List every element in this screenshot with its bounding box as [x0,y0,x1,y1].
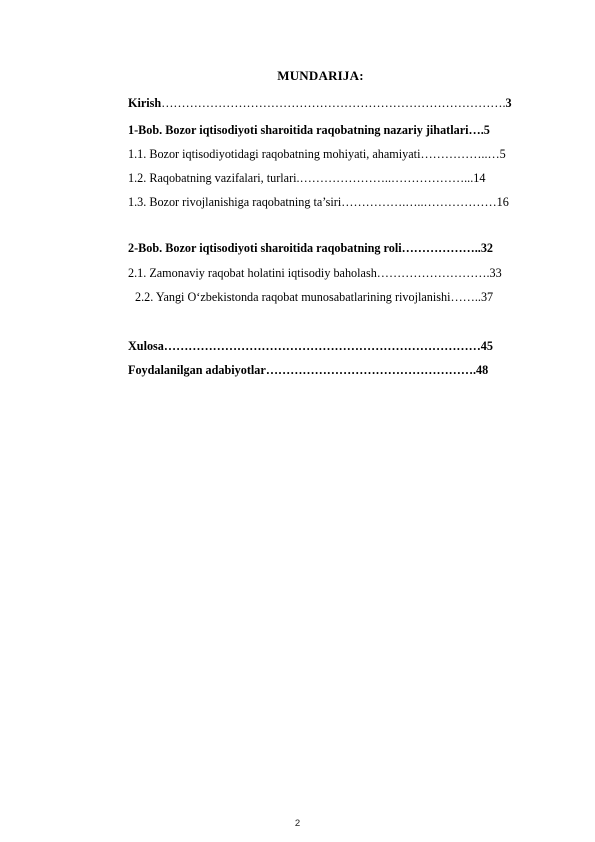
toc-entry-dots: …………………………………………………………………… [163,339,481,353]
toc-entry-dots: .…………………..………………... [296,171,474,185]
toc-entry-page: 5 [483,123,490,137]
toc-entry-dots: ………………………. [376,266,490,280]
toc-entry-section-1-1 [128,148,506,160]
toc-entry-label: Xulosa [128,339,164,353]
toc-title: MUNDARIJA: [277,68,364,83]
toc-entry-page: 45 [480,339,493,353]
toc-entry-dots: …….. [450,290,481,304]
toc-entry-kirish [128,97,512,109]
toc-entry-section-2-2 [135,291,493,303]
toc-entry-dots: ……………………………………………. [265,363,477,377]
toc-entry-dots: . [480,123,484,137]
page-number: 2 [294,818,301,829]
toc-entry-page: 37 [480,290,494,304]
toc-entry-adabiyotlar [128,364,488,376]
toc-entry-label: 2.1. Zamonaviy raqobat holatini iqtisodiy baholash [128,266,377,280]
toc-entry-label: 2.2. Yangi O‘zbekistonda raqobat munosabatlarining rivojlanishi [135,290,451,304]
toc-entry-page: 33 [489,266,502,280]
toc-entry-page: 14 [473,171,486,185]
toc-entry-xulosa [128,340,493,352]
toc-entry-chapter-2 [128,242,493,254]
toc-entry-label: 1.3. Bozor rivojlanishiga raqobatning ta’siri [128,195,342,209]
toc-entry-label: Foydalanilgan adabiyotlar [128,363,266,377]
toc-entry-section-1-3 [128,196,509,208]
toc-entry-dots: …………………………………………………………………………. [161,96,506,110]
toc-entry-page: 3 [505,96,512,110]
toc-entry-label: 2-Bob. Bozor iqtisodiyoti sharoitida raqobatning roli [128,241,402,255]
toc-entry-label: 1.1. Bozor iqtisodiyotidagi raqobatning mohiyati, ahamiyati [128,147,421,161]
toc-entry-chapter-1 [128,124,490,136]
toc-entry-section-2-1 [128,267,502,279]
toc-entry-page: 16 [496,195,509,209]
toc-entry-dots: …………….…..……………… [341,195,497,209]
toc-entry-label: Kirish [128,96,162,110]
toc-entry-dots: ……………..… [420,147,500,161]
toc-entry-section-1-2 [128,172,485,184]
toc-entry-label: 1-Bob. Bozor iqtisodiyoti sharoitida raqobatning nazariy jihatlari… [128,123,481,137]
toc-entry-page: 48 [476,363,489,377]
toc-entry-page: 5 [499,147,506,161]
toc-entry-label: 1.2. Raqobatning vazifalari, turlari [128,171,297,185]
toc-entry-dots: ……………….. [401,241,481,255]
toc-entry-page: 32 [480,241,493,255]
